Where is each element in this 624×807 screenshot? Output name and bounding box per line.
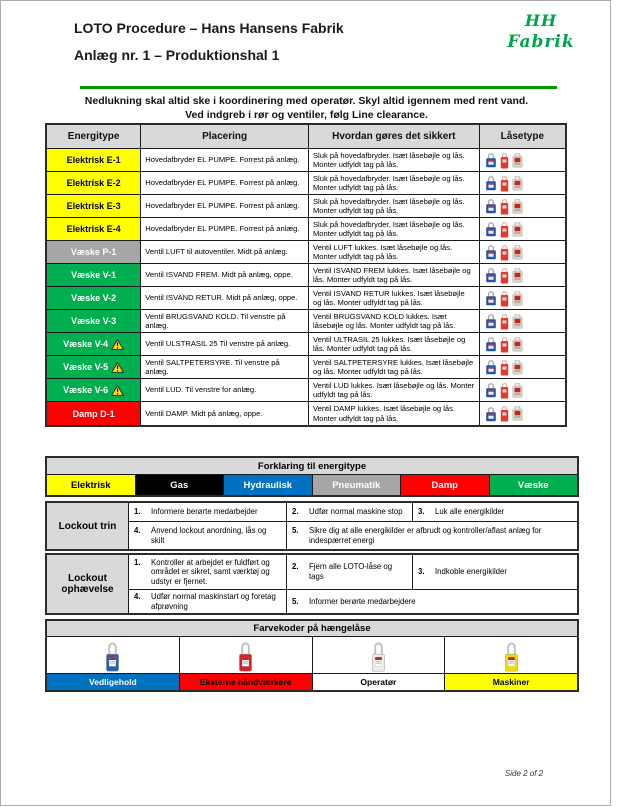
legend-items-row [47,475,577,495]
lockout-ophaevelse-label: Lockout ophævelse [47,555,129,613]
step-text: Informer berørte medarbejdere [309,596,416,606]
legend-item-elektrisk: Elektrisk [47,475,136,495]
header-energitype: Energitype [47,125,141,148]
header-laasetype: Låsetype [500,131,545,142]
sikkert-cell: Sluk på hovedafbryder. Isæt låsebøjle og lås. Monter udfyldt tag på lås. [309,172,480,194]
energy-type-cell [47,287,141,309]
red-padlock-icon [500,198,509,215]
lockout-trin-step2 [287,503,413,521]
notice-line2: Ved indgreb i rør og ventiler, følg Line clearance. [185,108,428,121]
sikkert-cell: Sluk på hovedafbryder. Isæt låsebøjle og lås. Monter udfyldt tag på lås. [309,218,480,240]
lock-type-cell [480,195,565,217]
placering-cell: Ventil ISVAND FREM. Midt på anlæg, oppe. [141,264,309,286]
step-number: 5. [292,596,299,606]
red-padlock-icon [500,359,509,376]
step-text: Fjern alle LOTO-låse og tags [309,562,393,581]
lock-type-cell [480,356,565,378]
blue-padlock-icon [485,336,497,352]
step-text: Indkoble energikilder [435,567,507,577]
placering-cell: Ventil ULSTRASIL 25 Til venstre på anlæg. [141,333,309,355]
legend-item-damp: Damp [401,475,490,495]
logo-text-hh: HH [524,11,558,30]
step-number: 4. [134,592,141,601]
red-padlock-icon [500,221,509,238]
sikkert-cell: Ventil LUD lukkes. Isæt låsebøjle og lås. Monter udfyldt tag på lås. [309,379,480,401]
red-tag-icon [512,268,523,283]
lock-type-cell [480,333,565,355]
step-number: 5. [292,525,299,535]
red-padlock-icon [500,152,509,169]
blue-padlock-icon [485,406,497,422]
energy-type-label: Væske V-5 [63,362,109,372]
step-text: Informere berørte medarbejder [151,507,258,517]
lockout-trin-row2 [129,521,577,549]
farvekode-label: Operatør [313,673,445,690]
energy-type-cell [47,310,141,332]
notice-line1: Nedlukning skal altid ske i koordinering med operatør. Skyl altid igennem med rent vand. [84,95,529,107]
lock-type-cell [480,172,565,194]
padlock-image [445,637,577,673]
energy-legend [45,456,579,497]
lock-type-cell [480,310,565,332]
doc-subtitle: Anlæg nr. 1 – Produktionshal 1 [74,47,280,63]
red-padlock-icon [500,175,509,192]
lockout-trin-section [45,501,579,551]
doc-header [74,15,344,69]
legend-item-pneumatik: Pneumatik [313,475,402,495]
farvekode-column [47,637,180,690]
energy-type-cell [47,195,141,217]
red-padlock-icon [500,313,509,330]
red-tag-icon [512,153,523,168]
placering-cell: Ventil LUD. Til venstre for anlæg. [141,379,309,401]
placering-cell: Ventil BRUGSVAND KOLD. Til venstre på anlæg. [141,310,309,332]
energy-table-row [47,149,565,172]
lock-type-cell [480,218,565,240]
energy-type-label: Væske V-3 [71,316,117,326]
energy-type-cell [47,264,141,286]
energy-type-cell [47,172,141,194]
lock-type-cell [480,402,565,425]
energy-table-row [47,172,565,195]
red-padlock-icon [500,382,509,399]
energy-table-row [47,356,565,379]
lockout-trin-step4 [129,522,287,549]
red-tag-icon [512,199,523,214]
warning-triangle-icon [111,339,124,350]
red-padlock-icon [500,290,509,307]
farvekode-label: Vedligehold [47,673,179,690]
lockout-trin-grid [129,503,577,549]
step-number: 1. [134,557,141,567]
farvekode-column [180,637,313,690]
legend-item-hydraulisk: Hydraulisk [224,475,313,495]
step-text: Luk alle energikilder [435,507,505,517]
lockout-trin-row1 [129,503,577,521]
sikkert-cell: Sluk på hovedafbryder. Isæt låsebøjle og lås. Monter udfyldt tag på lås. [309,195,480,217]
lockout-ophaevelse-step3 [413,555,577,589]
energy-table-row [47,287,565,310]
red-padlock-icon [500,267,509,284]
blue-padlock-icon [485,290,497,306]
farvekode-column [445,637,577,690]
red-tag-icon [512,360,523,375]
sikkert-cell: Ventil SALTPETERSYRE lukkes. Isæt låsebøjle og lås. Monter udfyldt tag på lås. [309,356,480,378]
red-padlock-icon [500,405,509,422]
farvekoder-section [45,619,579,692]
sikkert-cell: Sluk på hovedafbryder. Isæt låsebøjle og lås. Monter udfyldt tag på lås. [309,149,480,171]
blue-padlock-icon [485,359,497,375]
lockout-ophaevelse-grid [129,555,577,613]
farvekode-label: Maskiner [445,673,577,690]
lock-type-cell [480,379,565,401]
step-number: 3. [418,507,425,517]
placering-cell: Ventil DAMP. Midt på anlæg, oppe. [141,402,309,425]
energy-type-label: Væske V-2 [71,293,117,303]
padlock-icon [502,639,521,673]
padlock-image [47,637,179,673]
step-number: 2. [292,562,299,572]
energy-table-row [47,218,565,241]
legend-title: Forklaring til energitype [47,458,577,475]
sikkert-cell: Ventil ISVAND RETUR lukkes. Isæt låsebøjle og lås. Monter udfyldt tag på lås. [309,287,480,309]
blue-padlock-icon [485,175,497,191]
sikkert-cell: Ventil DAMP lukkes. Isæt låsebøjle og lås. Monter udfyldt tag på lås. [309,402,480,425]
energy-type-cell [47,356,141,378]
padlock-icon [369,639,388,673]
padlock-icon [236,639,255,673]
energy-type-cell [47,379,141,401]
farvekoder-columns [47,637,577,690]
energy-table-row [47,402,565,425]
blue-padlock-icon [485,267,497,283]
placering-cell: Ventil ISVAND RETUR. Midt på anlæg, oppe. [141,287,309,309]
energy-type-label: Væske P-1 [70,247,117,257]
lockout-ophaevelse-step2 [287,555,413,589]
energy-table-row [47,310,565,333]
red-padlock-icon [500,336,509,353]
farvekoder-title: Farvekoder på hængelåse [47,621,577,637]
lock-type-cell [480,287,565,309]
lockout-ophaevelse-step5 [287,590,577,613]
energy-table-body [47,149,565,425]
energy-type-label: Væske V-6 [63,385,109,395]
energy-table-row [47,264,565,287]
energy-table [45,123,567,427]
red-tag-icon [512,406,523,421]
padlock-icon [103,639,122,673]
energy-type-cell [47,402,141,425]
lockout-ophaevelse-step4 [129,590,287,613]
energy-type-label: Elektrisk E-3 [66,201,121,211]
energy-table-row [47,379,565,402]
lockout-ophaevelse-step1 [129,555,287,589]
energy-table-header [47,125,565,149]
step-number: 1. [134,507,141,517]
placering-cell: Ventil LUFT til autoventiler. Midt på anlæg. [141,241,309,263]
energy-type-label: Elektrisk E-4 [66,224,121,234]
step-text: Kontroller at arbejdet er fuldført og området er sikret, samt værktøj og udstyr er fjernet. [151,557,270,586]
blue-padlock-icon [485,152,497,168]
red-tag-icon [512,383,523,398]
sikkert-cell: Ventil LUFT lukkes. Isæt låsebøjle og lås. Monter udfyldt tag på lås. [309,241,480,263]
green-divider-rule [80,86,557,89]
energy-type-label: Væske V-1 [71,270,117,280]
blue-padlock-icon [485,198,497,214]
blue-padlock-icon [485,221,497,237]
blue-padlock-icon [485,382,497,398]
placering-cell: Ventil SALTPETERSYRE. Til venstre på anlæg. [141,356,309,378]
warning-triangle-icon [111,362,124,373]
lockout-trin-step5 [287,522,577,549]
energy-type-cell [47,241,141,263]
energy-type-cell [47,218,141,240]
blue-padlock-icon [485,313,497,329]
lockout-ophaevelse-row1 [129,555,577,589]
lockout-trin-step3 [413,503,577,521]
logo-text-fabrik: Fabrik [507,32,575,52]
doc-title: LOTO Procedure – Hans Hansens Fabrik [74,20,344,36]
energy-type-label: Elektrisk E-2 [66,178,121,188]
lock-type-cell [480,149,565,171]
placering-cell: Hovedafbryder EL PUMPE. Forrest på anlæg. [141,149,309,171]
placering-cell: Hovedafbryder EL PUMPE. Forrest på anlæg. [141,218,309,240]
page-number: Side 2 of 2 [504,769,544,778]
step-number: 4. [134,525,141,535]
legend-item-gas: Gas [136,475,225,495]
lockout-trin-label: Lockout trin [47,503,129,549]
red-tag-icon [512,291,523,306]
placering-cell: Hovedafbryder EL PUMPE. Forrest på anlæg. [141,172,309,194]
red-tag-icon [512,176,523,191]
red-tag-icon [512,337,523,352]
energy-table-row [47,241,565,264]
energy-type-label: Væske V-4 [63,339,109,349]
header-placering: Placering [141,125,309,148]
energy-table-row [47,195,565,218]
red-tag-icon [512,222,523,237]
step-text: Udfør normal maskinstart og foretag afprøvning [151,592,276,611]
sikkert-cell: Ventil ULTRASIL 25 lukkes. Isæt låsebøjle og lås. Monter udfyldt tag på lås. [309,333,480,355]
header-sikkert: Hvordan gøres det sikkert [309,125,480,148]
lock-type-cell [480,264,565,286]
red-padlock-icon [500,244,509,261]
step-text: Udfør normal maskine stop [309,507,403,517]
sikkert-cell: Ventil BRUGSVAND KOLD lukkes. Isæt låsebøjle og lås. Monter udfyldt tag på lås. [309,310,480,332]
safety-notice [1,95,612,122]
legend-item-væske: Væske [490,475,578,495]
energy-type-cell [47,333,141,355]
lockout-ophaevelse-section [45,553,579,615]
warning-triangle-icon [111,385,124,396]
energy-table-row [47,333,565,356]
lockout-ophaevelse-row2 [129,589,577,613]
step-text: Anvend lockout anordning, lås og skilt [151,525,267,545]
energy-type-label: Damp D-1 [72,408,115,419]
sikkert-cell: Ventil ISVAND FREM lukkes. Isæt låsebøjle og lås. Monter udfyldt tag på lås. [309,264,480,286]
padlock-image [313,637,445,673]
blue-padlock-icon [485,244,497,260]
lock-type-cell [480,241,565,263]
energy-type-label: Elektrisk E-1 [66,155,121,165]
step-number: 3. [418,567,425,577]
red-tag-icon [512,245,523,260]
placering-cell: Hovedafbryder EL PUMPE. Forrest på anlæg. [141,195,309,217]
farvekode-label: Eksterne håndværkere [180,673,312,690]
farvekode-column [313,637,446,690]
company-logo [493,11,589,53]
lockout-trin-step1 [129,503,287,521]
step-number: 2. [292,507,299,517]
energy-type-cell [47,149,141,171]
step-text: Sikre dig at alle energikilder er afbrudt og kontroller/aflast anlæg for indespærret energi [309,525,542,545]
red-tag-icon [512,314,523,329]
padlock-image [180,637,312,673]
